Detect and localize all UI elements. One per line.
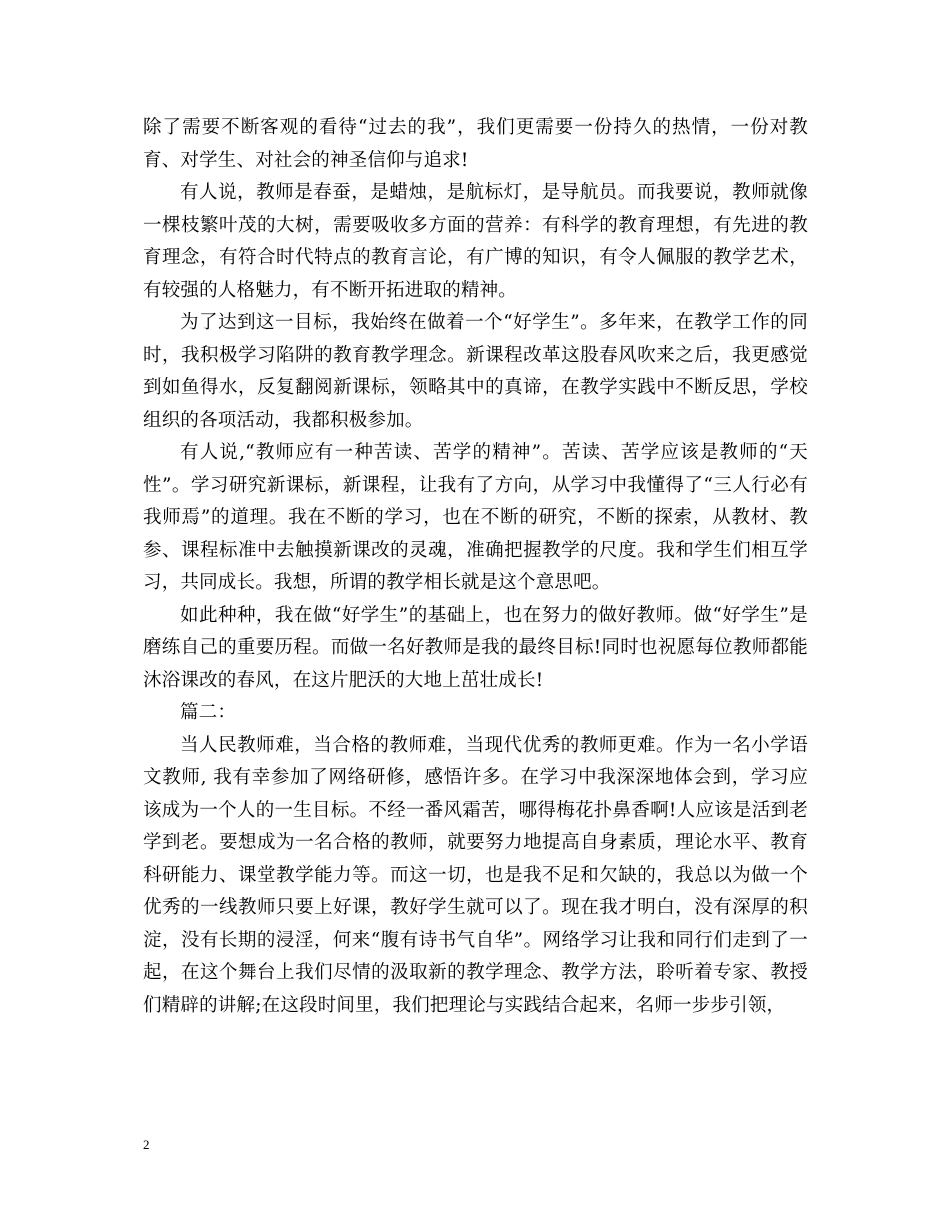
document-body bbox=[143, 112, 808, 1022]
section-heading: 篇二： bbox=[180, 702, 237, 723]
paragraph-continuation: 除了需要不断客观的看待“过去的我”，我们更需要一份持久的热情，一份对教育、对学生、对社会的神圣信仰与追求! bbox=[143, 117, 808, 171]
paragraph: 为了达到这一目标，我始终在做着一个“好学生”。多年来，在教学工作的同时，我积极学习陷阱的教育教学理念。新课程改革这股春风吹来之后，我更感觉到如鱼得水，反复翻阅新课标，领略其中的真谛，在教学实践中不断反思，学校组织的各项活动，我都积极参加。 bbox=[143, 312, 808, 431]
paragraph: 当人民教师难，当合格的教师难，当现代优秀的教师更难。作为一名小学语文教师, 我有幸参加了网络研修，感悟许多。在学习中我深深地体会到，学习应该成为一个人的一生目标。不经一番风霜苦，哪得梅花扑鼻香啊!人应该是活到老学到老。要想成为一名合格的教师，就要努力地提高自身素质，理论水平、教育科研能力、课堂教学能力等。而这一切，也是我不足和欠缺的，我总以为做一个优秀的一线教师只要上好课，教好学生就可以了。现在我才明白，没有深厚的积淀，没有长期的浸淫，何来“腹有诗书气自华”。网络学习让我和同行们走到了一起，在这个舞台上我们尽情的汲取新的教学理念、教学方法，聆听着专家、教授们精辟的讲解;在这段时间里，我们把理论与实践结合起来，名师一步步引领， bbox=[143, 734, 808, 1016]
paragraph: 如此种种，我在做“好学生”的基础上，也在努力的做好教师。做“好学生”是磨练自己的重要历程。而做一名好教师是我的最终目标!同时也祝愿每位教师都能沐浴课改的春风，在这片肥沃的大地上茁壮成长! bbox=[143, 604, 808, 691]
paragraph: 有人说,“教师应有一种苦读、苦学的精神”。苦读、苦学应该是教师的“天性”。学习研究新课标，新课程，让我有了方向，从学习中我懂得了“三人行必有我师焉”的道理。我在不断的学习，也在不断的研究，不断的探索，从教材、教参、课程标准中去触摸新课改的灵魂，准确把握教学的尺度。我和学生们相互学习，共同成长。我想，所谓的教学相长就是这个意思吧。 bbox=[143, 442, 808, 593]
paragraph: 有人说，教师是春蚕，是蜡烛，是航标灯，是导航员。而我要说，教师就像一棵枝繁叶茂的大树，需要吸收多方面的营养：有科学的教育理想，有先进的教育理念，有符合时代特点的教育言论，有广博的知识，有令人佩服的教学艺术，有较强的人格魅力，有不断开拓进取的精神。 bbox=[143, 182, 808, 301]
page-number: 2 bbox=[143, 1137, 150, 1152]
